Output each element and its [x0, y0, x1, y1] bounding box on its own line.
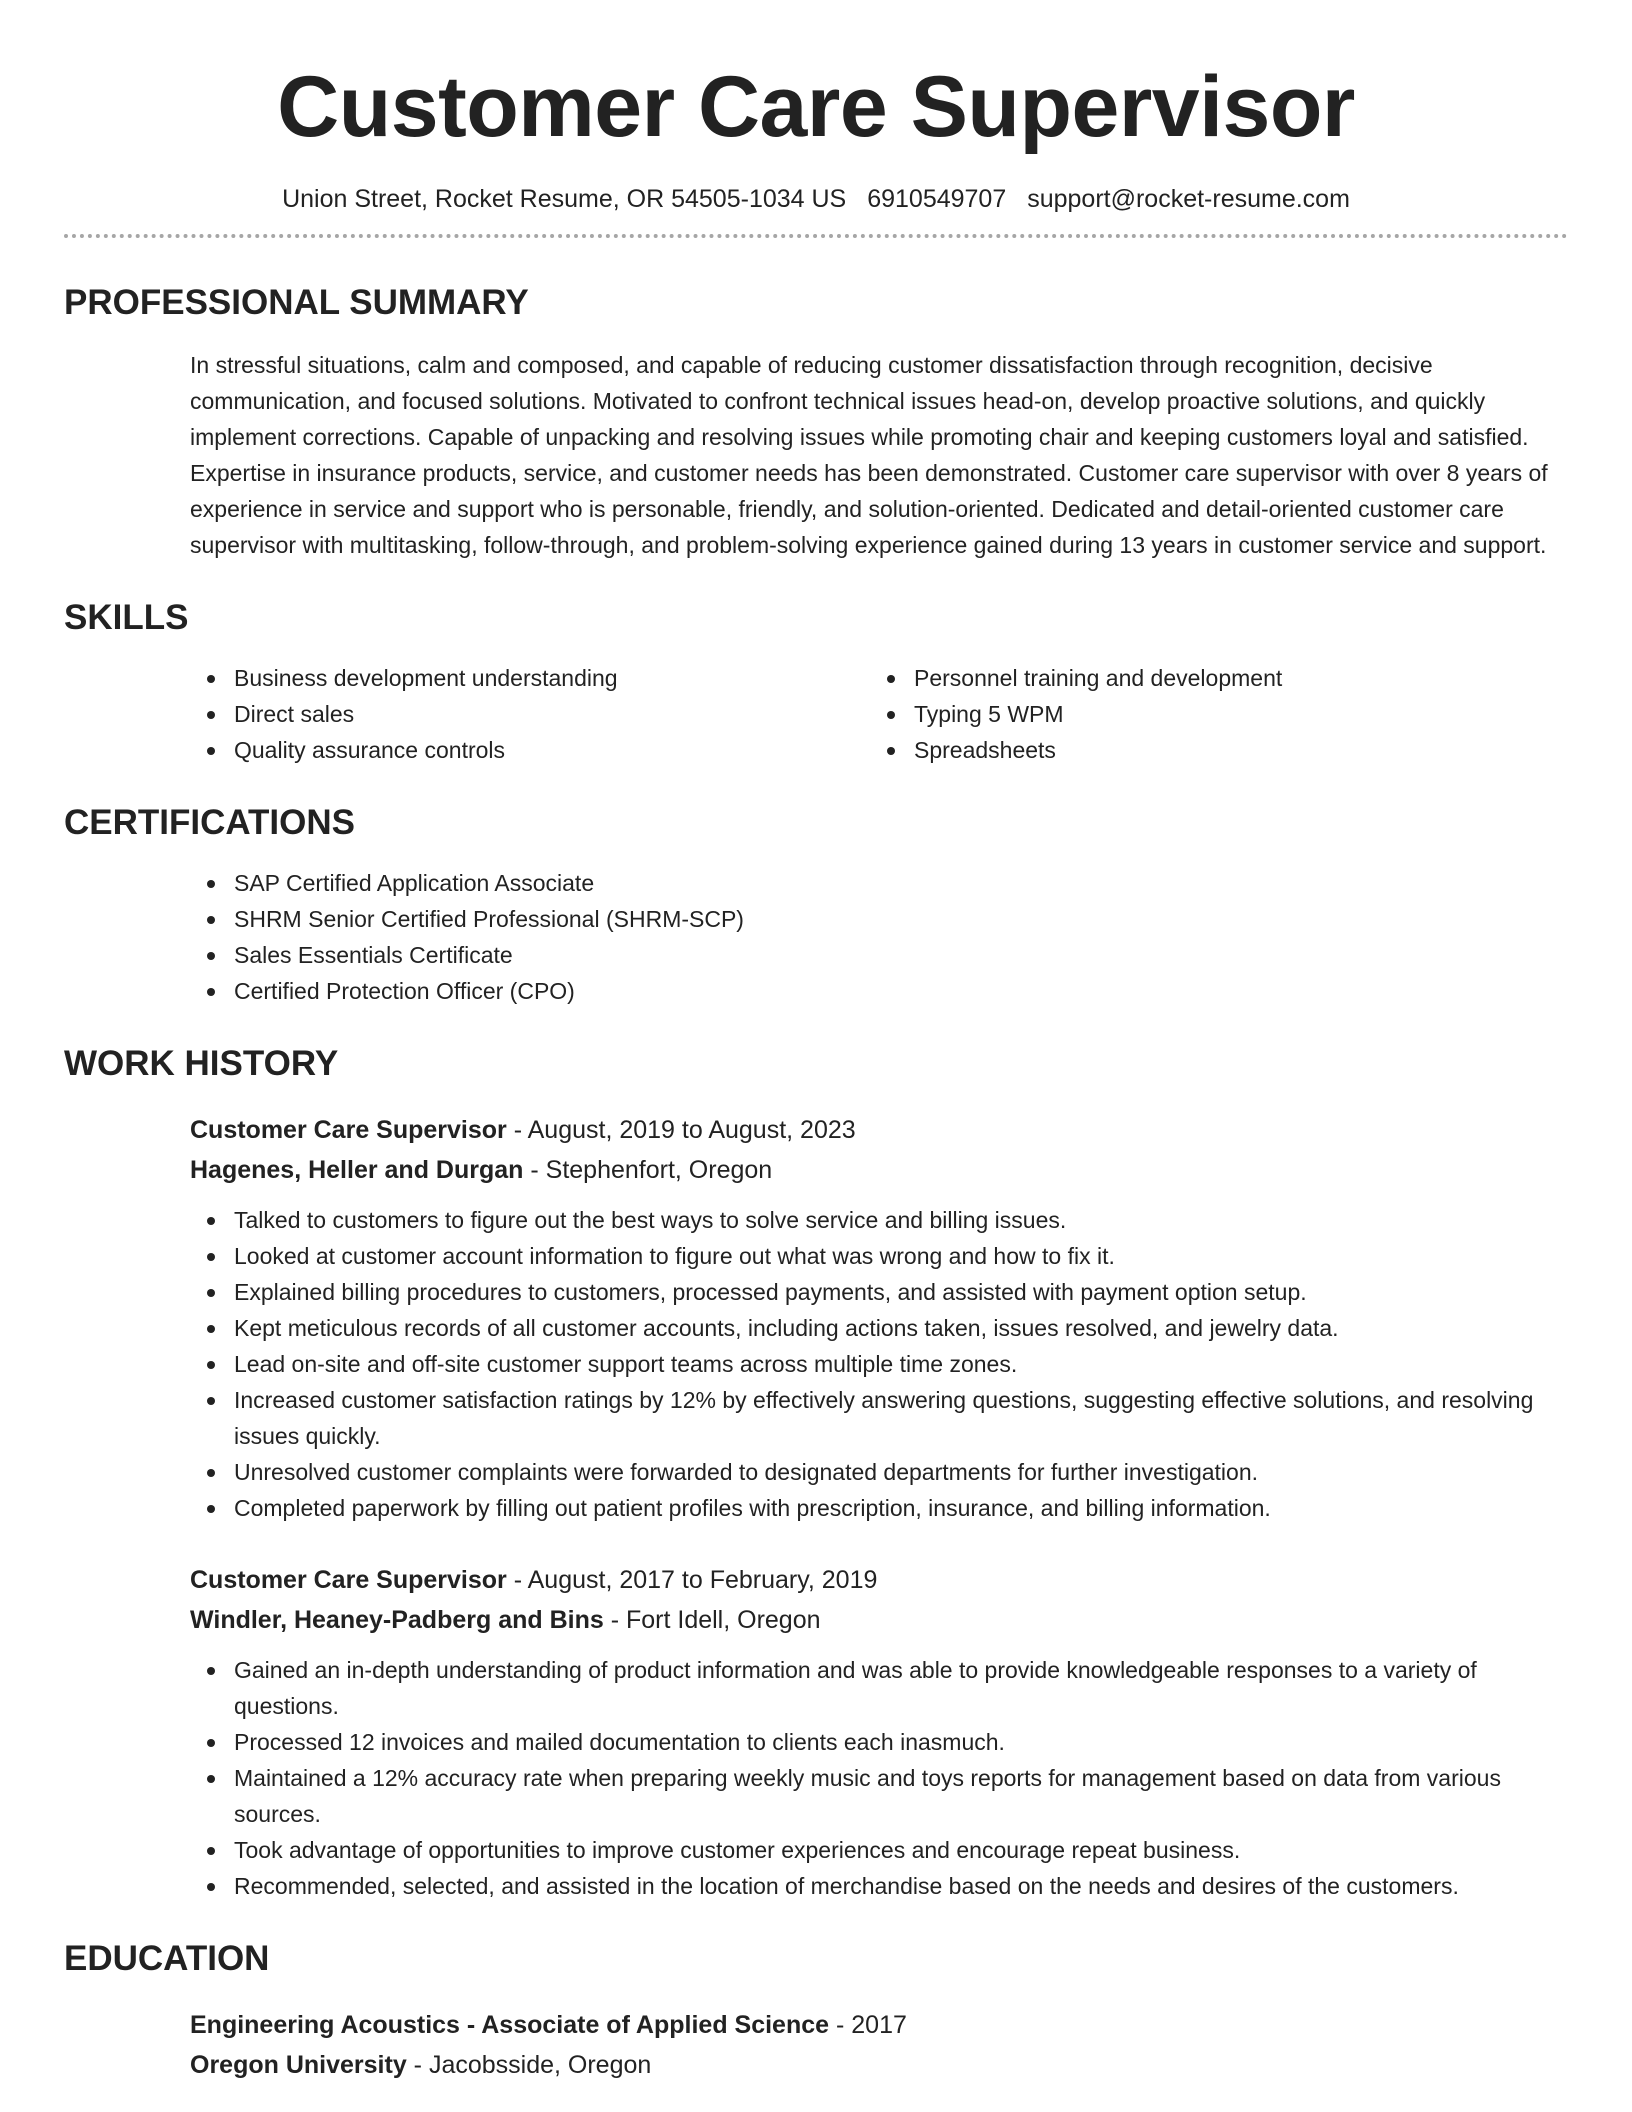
job-title: Customer Care Supervisor [190, 1116, 507, 1144]
job-bullet: Kept meticulous records of all customer accounts, including actions taken, issues resolved, and jewelry data. [190, 1310, 1570, 1346]
education-location: - Jacobsside, Oregon [406, 2051, 652, 2079]
certification-item: SHRM Senior Certified Professional (SHRM-SCP) [190, 901, 1568, 937]
job-title-line [190, 1560, 1568, 1600]
contact-line [64, 183, 1568, 215]
skill-item: Direct sales [190, 696, 870, 732]
contact-phone: 6910549707 [867, 185, 1007, 213]
education-school-line [190, 2045, 1568, 2085]
job-company-line [190, 1600, 1568, 1640]
job-company: Windler, Heaney-Padberg and Bins [190, 1606, 604, 1634]
certification-item: SAP Certified Application Associate [190, 865, 1568, 901]
education-school: Oregon University [190, 2051, 407, 2079]
education-degree: Engineering Acoustics - Associate of Applied Science [190, 2011, 830, 2039]
certifications-list [190, 865, 1568, 1009]
skill-item: Typing 5 WPM [870, 696, 1550, 732]
job-bullet: Maintained a 12% accuracy rate when preparing weekly music and toys reports for management based on data from various sources. [190, 1760, 1570, 1832]
summary-heading: PROFESSIONAL SUMMARY [64, 283, 529, 322]
candidate-name: Customer Care Supervisor [277, 59, 1355, 155]
resume-page [64, 0, 1568, 2085]
job-dates: - August, 2017 to February, 2019 [506, 1566, 878, 1594]
skill-item: Business development understanding [190, 660, 870, 696]
job-dates: - August, 2019 to August, 2023 [506, 1116, 856, 1144]
education-degree-line [190, 2005, 1568, 2045]
header-divider [64, 234, 1568, 238]
job-bullet: Lead on-site and off-site customer support teams across multiple time zones. [190, 1346, 1570, 1382]
job-company-line [190, 1150, 1568, 1190]
skill-item: Quality assurance controls [190, 732, 870, 768]
skill-item: Personnel training and development [870, 660, 1550, 696]
certification-item: Certified Protection Officer (CPO) [190, 973, 1568, 1009]
summary-text: In stressful situations, calm and composed, and capable of reducing customer dissatisfaction through recognition, decisive communication, and focused solutions. Motivated to confront technical issues head-on, develop proactive solutions, and quickly implement corrections. Capable of unpacking and resolving issues while promoting chair and keeping customers loyal and satisfied. Expertise in insurance products, service, and customer needs has been demonstrated. Customer care supervisor with over 8 years of experience in service and support who is personable, friendly, and solution-oriented. Dedicated and detail-oriented customer care supervisor with multitasking, follow-through, and problem-solving experience gained during 13 years in customer service and support. [190, 352, 1548, 558]
job-bullet: Increased customer satisfaction ratings by 12% by effectively answering questions, suggesting effective solutions, and resolving issues quickly. [190, 1382, 1570, 1454]
job-bullet: Completed paperwork by filling out patient profiles with prescription, insurance, and billing information. [190, 1490, 1570, 1526]
skills-column-right [870, 660, 1550, 768]
job-bullet: Unresolved customer complaints were forwarded to designated departments for further investigation. [190, 1454, 1570, 1490]
certifications-heading: CERTIFICATIONS [64, 803, 356, 842]
job-entry [190, 1560, 1568, 1904]
skill-item: Spreadsheets [870, 732, 1550, 768]
job-bullet: Processed 12 invoices and mailed documentation to clients each inasmuch. [190, 1724, 1570, 1760]
work-history-heading: WORK HISTORY [64, 1044, 339, 1083]
job-bullet: Gained an in-depth understanding of product information and was able to provide knowledgeable responses to a variety of questions. [190, 1652, 1570, 1724]
job-entry [190, 1110, 1568, 1526]
certification-item: Sales Essentials Certificate [190, 937, 1568, 973]
job-bullet: Talked to customers to figure out the best ways to solve service and billing issues. [190, 1202, 1570, 1238]
job-bullet: Looked at customer account information to figure out what was wrong and how to fix it. [190, 1238, 1570, 1274]
job-title-line [190, 1110, 1568, 1150]
skills-column-left [190, 660, 870, 768]
education-year: - 2017 [829, 2011, 907, 2039]
job-location: - Stephenfort, Oregon [523, 1156, 773, 1184]
job-bullet: Took advantage of opportunities to improve customer experiences and encourage repeat business. [190, 1832, 1570, 1868]
job-bullets [190, 1202, 1570, 1526]
skills-list [190, 660, 1568, 768]
job-bullet: Recommended, selected, and assisted in the location of merchandise based on the needs and desires of the customers. [190, 1868, 1570, 1904]
job-bullets [190, 1652, 1570, 1904]
contact-email: support@rocket-resume.com [1027, 185, 1350, 213]
job-title: Customer Care Supervisor [190, 1566, 507, 1594]
education-entry [190, 2005, 1568, 2085]
contact-address: Union Street, Rocket Resume, OR 54505-1034 US [282, 185, 847, 213]
skills-heading: SKILLS [64, 598, 189, 637]
education-heading: EDUCATION [64, 1939, 270, 1978]
job-company: Hagenes, Heller and Durgan [190, 1156, 524, 1184]
job-bullet: Explained billing procedures to customers, processed payments, and assisted with payment option setup. [190, 1274, 1570, 1310]
job-location: - Fort Idell, Oregon [603, 1606, 821, 1634]
